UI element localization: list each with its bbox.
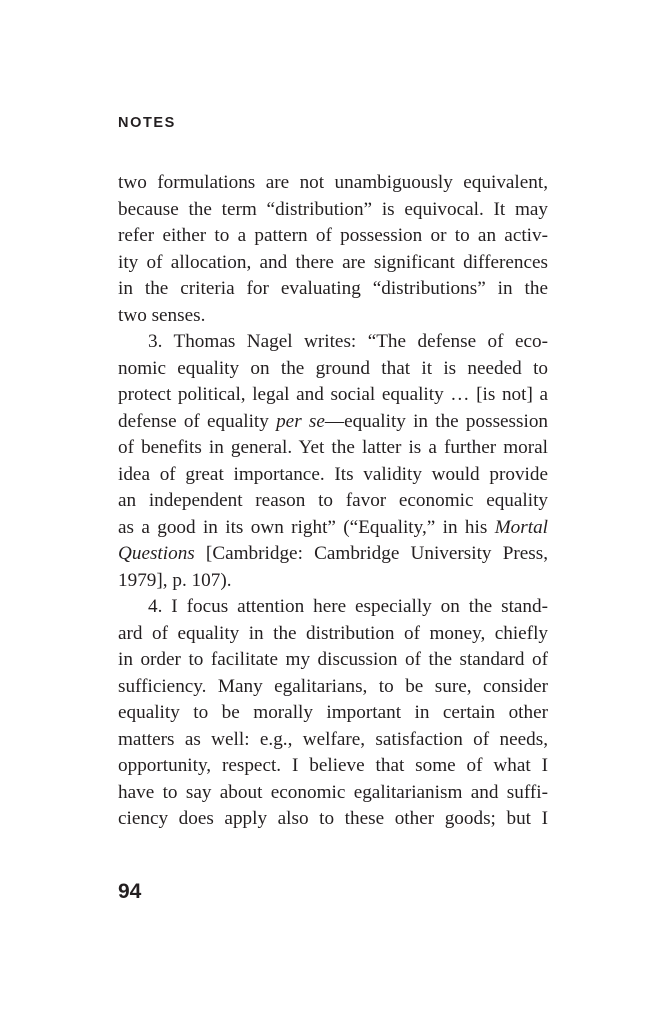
text-line — [118, 356, 548, 383]
line-text: protect political, legal and social equality … [is not] a — [118, 384, 548, 405]
line-text: idea of great importance. Its validity would provide — [118, 463, 548, 485]
text-line — [118, 170, 548, 197]
line-text: defense of equality — [118, 410, 277, 432]
line-text: 4. I focus attention here especially on the stand- — [148, 596, 548, 617]
text-line — [118, 329, 548, 356]
line-text: two senses. — [118, 304, 206, 326]
text-line — [118, 727, 548, 754]
line-text: equality to be morally important in certain other — [118, 702, 548, 723]
line-text: [Cambridge: Cambridge University Press, — [194, 543, 548, 564]
text-line — [118, 462, 548, 489]
line-text: ity of allocation, and there are significant differences — [118, 251, 548, 273]
line-text: sufficiency. Many egalitarians, to be sure, consider — [118, 675, 548, 697]
text-line — [118, 780, 548, 807]
running-head: NOTES — [118, 115, 176, 131]
text-line — [118, 515, 548, 542]
notes-text — [118, 170, 548, 833]
line-text: refer either to a pattern of possession or to an activ- — [118, 225, 548, 246]
text-line — [118, 197, 548, 224]
line-text: opportunity, respect. I believe that some of what I — [118, 755, 548, 776]
text-line — [118, 700, 548, 727]
text-line — [118, 541, 548, 568]
text-line — [118, 488, 548, 515]
line-text: in order to facilitate my discussion of the standard of — [118, 649, 548, 670]
line-text: in the criteria for evaluating “distributions” in the — [118, 278, 548, 299]
line-text: as a good in its own right” (“Equality,” in his — [118, 516, 495, 538]
italic-text: Mortal — [494, 516, 548, 538]
italic-text: per se — [276, 410, 325, 432]
text-line — [118, 674, 548, 701]
line-text: ciency does apply also to these other goods; but I — [118, 808, 548, 829]
line-text: have to say about economic egalitarianism and suffi- — [118, 781, 548, 803]
line-text: 1979], p. 107). — [118, 569, 232, 591]
line-text: —equality in the possession — [324, 410, 549, 432]
text-line — [118, 250, 548, 277]
line-text: because the term “distribution” is equivocal. It may — [118, 198, 548, 220]
text-line — [118, 303, 548, 330]
text-line — [118, 594, 548, 621]
text-line — [118, 435, 548, 462]
text-line — [118, 568, 548, 595]
line-text: nomic equality on the ground that it is needed to — [118, 357, 548, 379]
italic-text: Questions — [118, 543, 195, 564]
text-line — [118, 647, 548, 674]
line-text: an independent reason to favor economic equality — [118, 490, 548, 511]
line-text: of benefits in general. Yet the latter is a further moral — [118, 437, 548, 458]
text-line — [118, 223, 548, 250]
page-number: 94 — [118, 880, 142, 903]
line-text: two formulations are not unambiguously equivalent, — [118, 172, 548, 193]
text-line — [118, 621, 548, 648]
line-text: 3. Thomas Nagel writes: “The defense of eco- — [148, 331, 548, 352]
text-line — [118, 806, 548, 833]
line-text: matters as well: e.g., welfare, satisfaction of needs, — [118, 728, 548, 750]
text-line — [118, 409, 548, 436]
text-line — [118, 753, 548, 780]
text-line — [118, 382, 548, 409]
text-line — [118, 276, 548, 303]
line-text: ard of equality in the distribution of money, chiefly — [118, 622, 548, 644]
